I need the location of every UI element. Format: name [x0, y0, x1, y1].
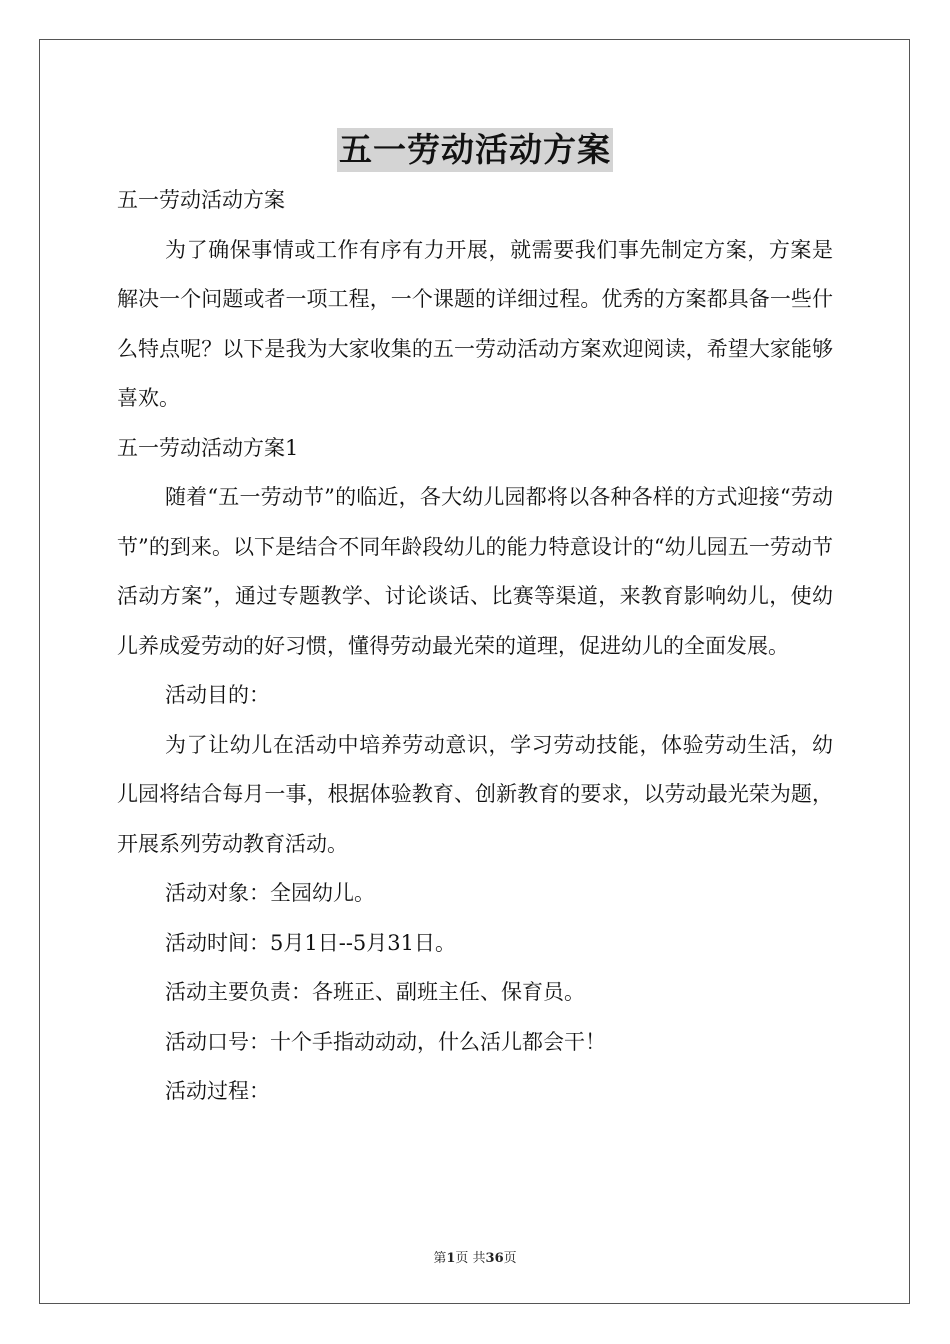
paragraph-heading: 五一劳动活动方案 — [117, 188, 285, 212]
footer-page-number: 1 — [446, 1251, 456, 1266]
footer-mid: 页 共 — [455, 1251, 486, 1266]
paragraph-intro: 为了确保事情或工作有序有力开展，就需要我们事先制定方案，方案是解决一个问题或者一项工程，一个课题的详细过程。优秀的方案都具备一些什么特点呢？以下是我为大家收集的五一劳动活动方案欢迎阅读，希望大家能够喜欢。 — [117, 237, 833, 410]
page-footer — [0, 1247, 950, 1266]
title-container — [0, 128, 950, 172]
paragraph-background: 随着“五一劳动节”的临近，各大幼儿园都将以各种各样的方式迎接“劳动节”的到来。以下是结合不同年龄段幼儿的能力特意设计的“幼儿园五一劳动节活动方案”，通过专题教学、讨论谈话、比赛等渠道，来教育影响幼儿，使幼儿养成爱劳动的好习惯，懂得劳动最光荣的道理，促进幼儿的全面发展。 — [117, 485, 833, 658]
footer-prefix: 第 — [433, 1251, 447, 1266]
paragraph-time: 活动时间：5月1日--5月31日。 — [165, 930, 456, 955]
document-body — [117, 176, 833, 1117]
paragraph-purpose: 为了让幼儿在活动中培养劳动意识，学习劳动技能，体验劳动生活，幼儿园将结合每月一事，根据体验教育、创新教育的要求，以劳动最光荣为题，开展系列劳动教育活动。 — [117, 732, 833, 856]
paragraph-responsible: 活动主要负责：各班正、副班主任、保育员。 — [165, 980, 585, 1004]
paragraph-process-label: 活动过程： — [165, 1079, 270, 1103]
paragraph-purpose-label: 活动目的： — [165, 683, 270, 707]
document-title: 五一劳动活动方案 — [337, 128, 613, 172]
section-heading: 五一劳动活动方案1 — [117, 435, 299, 460]
paragraph-slogan: 活动口号：十个手指动动动，什么活儿都会干！ — [165, 1029, 606, 1054]
paragraph-audience: 活动对象：全园幼儿。 — [165, 881, 375, 905]
footer-suffix: 页 — [503, 1251, 517, 1266]
footer-total-pages: 36 — [485, 1251, 504, 1266]
